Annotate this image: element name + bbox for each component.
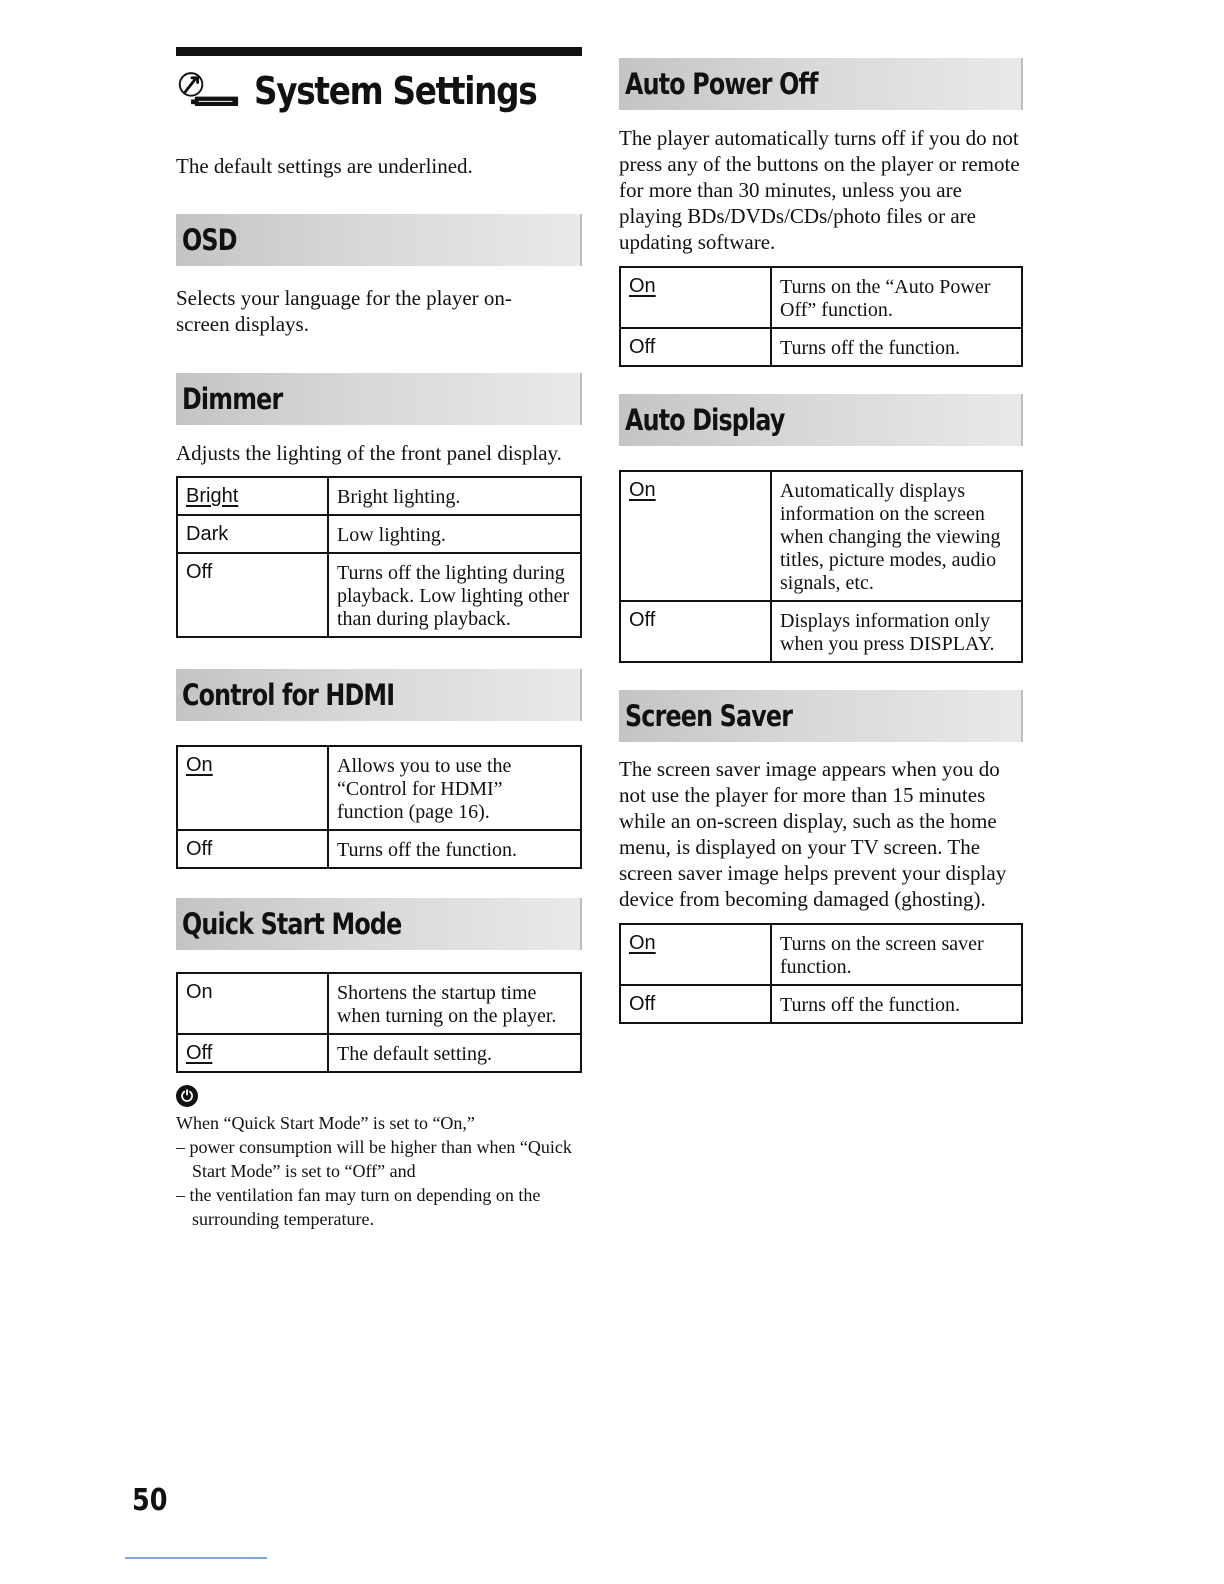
page-number: 50 (132, 1483, 168, 1518)
note-intro: When “Quick Start Mode” is set to “On,” (176, 1113, 475, 1133)
osd-description: Selects your language for the player on-screen displays. (176, 286, 512, 336)
dimmer-heading (176, 373, 582, 425)
auto-power-off-heading-text: Auto Power Off (625, 67, 818, 101)
dimmer-heading-text: Dimmer (182, 382, 283, 416)
hdmi-heading-text: Control for HDMI (182, 678, 395, 712)
list-item: – power consumption will be higher than when “Quick Start Mode” is set to “Off” and (176, 1137, 572, 1181)
option-off: Off (177, 553, 328, 637)
option-off: Off (620, 601, 771, 662)
page-title: System Settings (253, 69, 537, 113)
option-desc: Turns on the screen saver function. (771, 924, 1022, 985)
option-on: On (620, 924, 771, 985)
intro-text: The default settings are underlined. (176, 154, 473, 178)
note-list (176, 1135, 582, 1231)
table-row (620, 471, 1022, 601)
page-title-row (176, 62, 582, 120)
osd-heading (176, 214, 582, 266)
table-row (620, 328, 1022, 366)
table-row (177, 973, 581, 1034)
option-on: On (177, 746, 328, 830)
screen-saver-heading-text: Screen Saver (625, 699, 793, 733)
option-desc: Turns off the function. (771, 328, 1022, 366)
dimmer-table (176, 476, 582, 638)
option-on: On (620, 471, 771, 601)
option-dark: Dark (177, 515, 328, 553)
option-desc: Low lighting. (328, 515, 581, 553)
table-row (177, 746, 581, 830)
auto-display-heading-text: Auto Display (625, 403, 785, 437)
option-on: On (620, 267, 771, 328)
option-desc: Turns off the function. (771, 985, 1022, 1023)
option-desc: Shortens the startup time when turning on the player. (328, 973, 581, 1034)
option-desc: Bright lighting. (328, 477, 581, 515)
auto-display-table (619, 470, 1023, 663)
table-row (177, 830, 581, 868)
left-column (176, 47, 582, 1231)
footer-rule (125, 1557, 267, 1559)
hdmi-table (176, 745, 582, 869)
option-desc: Automatically displays information on the screen when changing the viewing titles, picture modes, audio signals, etc. (771, 471, 1022, 601)
power-note-icon: ⏻ (176, 1085, 198, 1107)
note-block (176, 1085, 582, 1231)
screen-saver-table (619, 923, 1023, 1024)
option-desc: Allows you to use the “Control for HDMI” function (page 16). (328, 746, 581, 830)
table-row (177, 477, 581, 515)
option-off: Off (620, 328, 771, 366)
settings-wrench-icon (176, 67, 246, 115)
option-desc: The default setting. (328, 1034, 581, 1072)
dimmer-description: Adjusts the lighting of the front panel display. (176, 441, 562, 465)
option-desc: Turns on the “Auto Power Off” function. (771, 267, 1022, 328)
screen-saver-heading (619, 690, 1023, 742)
option-on: On (177, 973, 328, 1034)
auto-power-off-description: The player automatically turns off if you do not press any of the buttons on the player or remote for more than 30 minutes, unless you are playing BDs/DVDs/CDs/photo files or are updating software. (619, 126, 1020, 254)
option-off: Off (177, 830, 328, 868)
table-row (620, 924, 1022, 985)
table-row (620, 267, 1022, 328)
option-off: Off (177, 1034, 328, 1072)
quick-start-heading (176, 898, 582, 950)
table-row (620, 601, 1022, 662)
table-row (177, 1034, 581, 1072)
table-row (177, 515, 581, 553)
right-column (619, 58, 1023, 1024)
title-rule (176, 47, 582, 56)
option-desc: Displays information only when you press DISPLAY. (771, 601, 1022, 662)
osd-heading-text: OSD (182, 223, 237, 257)
option-desc: Turns off the lighting during playback. Low lighting other than during playback. (328, 553, 581, 637)
option-off: Off (620, 985, 771, 1023)
list-item: – the ventilation fan may turn on depending on the surrounding temperature. (176, 1185, 541, 1229)
quick-start-heading-text: Quick Start Mode (182, 907, 402, 941)
hdmi-heading (176, 669, 582, 721)
auto-display-heading (619, 394, 1023, 446)
table-row (620, 985, 1022, 1023)
option-bright: Bright (177, 477, 328, 515)
option-desc: Turns off the function. (328, 830, 581, 868)
table-row (177, 553, 581, 637)
auto-power-off-heading (619, 58, 1023, 110)
auto-power-off-table (619, 266, 1023, 367)
screen-saver-description: The screen saver image appears when you do not use the player for more than 15 minutes while an on-screen display, such as the home menu, is displayed on your TV screen. The screen saver image helps prevent your display device from becoming damaged (ghosting). (619, 757, 1007, 911)
quick-start-table (176, 972, 582, 1073)
